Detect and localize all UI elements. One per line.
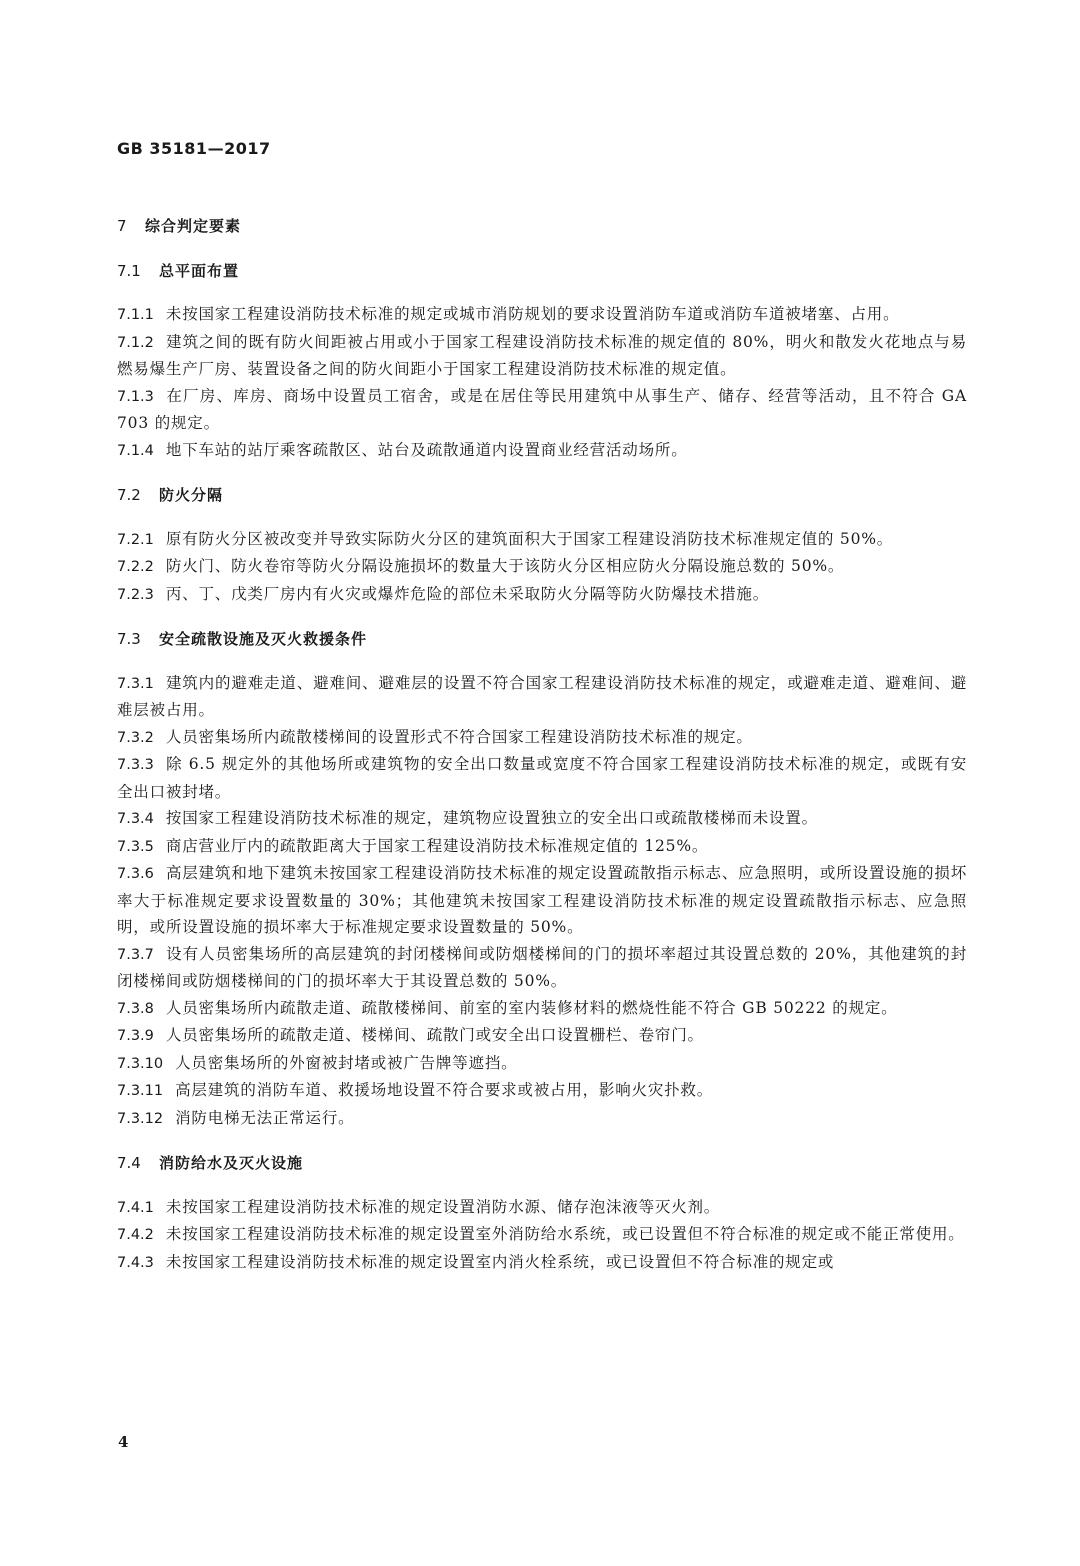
clause-text: 未按国家工程建设消防技术标准的规定设置消防水源、储存泡沫液等灭火剂。 xyxy=(165,1197,721,1216)
clause-text: 建筑之间的既有防火间距被占用或小于国家工程建设消防技术标准的规定值的 80%，明火和散发火花地点与易燃易爆生产厂房、装置设备之间的防火间距小于国家工程建设消防技术标准的规定值。 xyxy=(117,332,967,378)
clause-number: 7.3.4 xyxy=(117,811,154,827)
section-number: 7.1 xyxy=(117,261,141,280)
clause-number: 7.3.10 xyxy=(117,1055,164,1072)
clause-number: 7.3.6 xyxy=(117,866,154,882)
clause-number: 7.3.1 xyxy=(117,675,154,692)
clause xyxy=(117,941,967,995)
section-number: 7.3 xyxy=(117,630,141,648)
page-number: 4 xyxy=(118,1433,129,1451)
clause xyxy=(117,437,967,465)
clause xyxy=(117,860,967,941)
clause-number: 7.3.8 xyxy=(117,1000,154,1017)
chapter-number: 7 xyxy=(117,217,127,235)
section-title: 安全疏散设施及灭火救援条件 xyxy=(159,630,368,648)
clause-text: 高层建筑的消防车道、救援场地设置不符合要求或被占用，影响火灾扑救。 xyxy=(175,1081,714,1099)
clause xyxy=(117,1221,967,1249)
clause-text: 消防电梯无法正常运行。 xyxy=(175,1108,355,1127)
clause-text: 丙、丁、戊类厂房内有火灾或爆炸危险的部位未采取防火分隔等防火防爆技术措施。 xyxy=(165,584,770,603)
clause-number: 7.1.3 xyxy=(117,388,154,405)
clause xyxy=(117,1022,967,1050)
section-7-4 xyxy=(117,1150,967,1276)
section-number: 7.4 xyxy=(117,1154,141,1172)
standard-code-header: GB 35181—2017 xyxy=(117,139,271,158)
section-heading xyxy=(117,626,967,653)
clause-text: 设有人员密集场所的高层建筑的封闭楼梯间或防烟楼梯间的门的损坏率超过其设置总数的 20%，其他建筑的封闭楼梯间或防烟楼梯间的门的损坏率大于其设置总数的 50%。 xyxy=(117,944,967,990)
chapter-heading xyxy=(117,213,967,240)
clause xyxy=(117,526,967,554)
clause xyxy=(117,995,967,1023)
section-heading xyxy=(117,482,967,509)
section-title: 防火分隔 xyxy=(159,486,224,504)
section-7-3 xyxy=(117,626,967,1132)
clause-text: 原有防火分区被改变并导致实际防火分区的建筑面积大于国家工程建设消防技术标准规定值的 50%。 xyxy=(165,529,894,548)
clause-number: 7.4.3 xyxy=(117,1254,154,1271)
clause xyxy=(117,833,967,861)
clause-number: 7.3.2 xyxy=(117,729,154,746)
clause-text: 除 6.5 规定外的其他场所或建筑物的安全出口数量或宽度不符合国家工程建设消防技术标准的规定，或既有安全出口被封堵。 xyxy=(117,755,967,801)
clause-number: 7.3.9 xyxy=(117,1028,154,1044)
clause xyxy=(117,581,967,609)
clause xyxy=(117,329,967,383)
document-body xyxy=(117,213,967,1276)
clause-text: 防火门、防火卷帘等防火分隔设施损坏的数量大于该防火分区相应防火分隔设施总数的 50%。 xyxy=(165,557,845,575)
sections-container xyxy=(117,258,967,1277)
clause xyxy=(117,553,967,581)
clause-text: 人员密集场所内疏散楼梯间的设置形式不符合国家工程建设消防技术标准的规定。 xyxy=(165,727,753,746)
clause-text: 高层建筑和地下建筑未按国家工程建设消防技术标准的规定设置疏散指示标志、应急照明，或所设置设施的损坏率大于标准规定要求设置数量的 30%；其他建筑未按国家工程建设消防技术标准的规定设置疏散指示标志、应急照明，或所设置设施的损坏率大于标准规定要求设置数量的 50%。 xyxy=(117,864,967,936)
clause-text: 人员密集场所的疏散走道、楼梯间、疏散门或安全出口设置栅栏、卷帘门。 xyxy=(165,1026,704,1044)
clause-text: 未按国家工程建设消防技术标准的规定设置室内消火栓系统，或已设置但不符合标准的规定或 xyxy=(165,1252,835,1271)
section-title: 消防给水及灭火设施 xyxy=(159,1154,304,1172)
clause xyxy=(117,1194,967,1222)
clause xyxy=(117,1105,967,1133)
clause-number: 7.3.5 xyxy=(117,838,154,855)
clause xyxy=(117,751,967,805)
section-title: 总平面布置 xyxy=(159,261,240,280)
clause-number: 7.4.2 xyxy=(117,1227,154,1243)
section-heading xyxy=(117,1150,967,1177)
clause xyxy=(117,805,967,833)
clause-text: 商店营业厅内的疏散距离大于国家工程建设消防技术标准规定值的 125%。 xyxy=(165,836,709,855)
section-7-1 xyxy=(117,258,967,465)
clause-text: 按国家工程建设消防技术标准的规定，建筑物应设置独立的安全出口或疏散楼梯而未设置。 xyxy=(165,809,818,827)
section-number: 7.2 xyxy=(117,486,141,504)
clause xyxy=(117,1077,967,1105)
clause-text: 未按国家工程建设消防技术标准的规定设置室外消防给水系统，或已设置但不符合标准的规定或不能正常使用。 xyxy=(165,1225,965,1243)
chapter-title: 综合判定要素 xyxy=(145,217,242,235)
clause-number: 7.2.2 xyxy=(117,559,154,575)
clause-number: 7.3.11 xyxy=(117,1083,164,1099)
clause xyxy=(117,670,967,724)
clause xyxy=(117,301,967,329)
clause-text: 在厂房、库房、商场中设置员工宿舍，或是在居住等民用建筑中从事生产、储存、经营等活动，且不符合 GA 703 的规定。 xyxy=(117,386,967,432)
clause-number: 7.4.1 xyxy=(117,1199,154,1216)
clause-number: 7.1.2 xyxy=(117,334,154,351)
clause-number: 7.3.3 xyxy=(117,757,154,773)
clause-number: 7.1.4 xyxy=(117,442,154,459)
clause-text: 建筑内的避难走道、避难间、避难层的设置不符合国家工程建设消防技术标准的规定，或避难走道、避难间、避难层被占用。 xyxy=(117,673,967,719)
clause xyxy=(117,1249,967,1277)
clause xyxy=(117,1050,967,1078)
clause-number: 7.3.7 xyxy=(117,946,154,963)
clause-number: 7.2.3 xyxy=(117,586,154,603)
clause-text: 未按国家工程建设消防技术标准的规定或城市消防规划的要求设置消防车道或消防车道被堵塞、占用。 xyxy=(165,305,900,323)
clause-number: 7.2.1 xyxy=(117,531,154,548)
clause xyxy=(117,724,967,752)
clause-text: 人员密集场所的外窗被封堵或被广告牌等遮挡。 xyxy=(175,1053,518,1072)
clause-number: 7.3.12 xyxy=(117,1110,164,1127)
section-heading xyxy=(117,258,967,285)
clause-number: 7.1.1 xyxy=(117,307,154,323)
clause-text: 人员密集场所内疏散走道、疏散楼梯间、前室的室内装修材料的燃烧性能不符合 GB 50222 的规定。 xyxy=(165,998,898,1017)
section-7-2 xyxy=(117,482,967,608)
clause xyxy=(117,383,967,437)
clause-text: 地下车站的站厅乘客疏散区、站台及疏散通道内设置商业经营活动场所。 xyxy=(165,440,688,459)
